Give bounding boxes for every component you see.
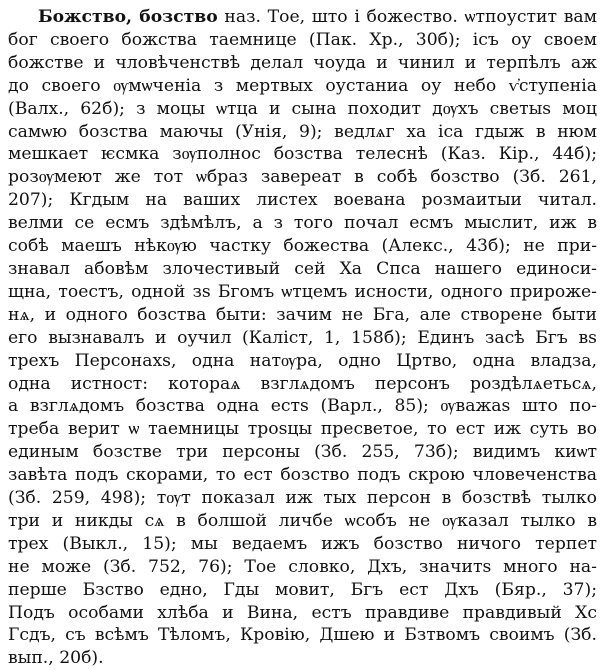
entry-line: не може (Зб. 752, 76); Тое словко, Дхъ, значитѕ много на- [8,556,597,577]
entry-line: три и никды сѧ в болшой личбе ѡсобъ не ѹказал тылко в [8,510,597,531]
entry-line: до своего ѹмѡченіа з мертвых оустаниа оу небо ѵ҆ступеніа [8,75,597,96]
entry-line: (Зб. 259, 498); тѹт показал иж тых персон в бозствѣ тылко [8,488,597,509]
entry-line: самѡю бозства маючы (Унія, 9); ведлѧг ха іса гдыж в нюм [8,121,597,142]
entry-line: перше Бзство едно, Гды мовит, Бгъ ест Дхъ (Бяр., 37); [8,579,597,600]
entry-line: знавал абовѣм злочестивый сей Ха Спса нашего единоси- [8,258,597,279]
entry-line: а взглѧдомъ бозства одна естѕ (Варл., 85); ѹважаѕ што по- [8,396,597,417]
entry-line: треба верит ѡ таемницы троѕцы пресветое, то ест иж суть во [8,419,597,440]
entry-line: велми се есмъ здѣмѣлъ, а з того почал есмъ мыслит, иж в [8,213,597,234]
entry-line: Божство, бозство наз. Тое, што і божество. ѡтпоустит вам [38,7,597,27]
entry-line: собѣ маешъ нѣкѹю частку божества (Алекс., 43б); не при- [8,236,597,257]
entry-line: трех (Выкл., 15); мы ведаемъ ижъ бозство ничого терпет [8,533,597,554]
dictionary-entry [8,6,597,670]
entry-line: (Валх., 62б); з моцы ѡтца и сына походит дѹхъ светыѕ моц [8,98,597,119]
entry-line: нѧ, и одного бозства быти: зачим не Бга, але створене быти [8,304,597,325]
entry-line: щна, тоестъ, одной зѕ Бгомъ ѡтцемъ исности, одного прироже- [8,281,597,302]
entry-line: божстве и чловѣченствѣ делал чоуда и чинил и терпѣлъ аж [8,52,597,73]
entry-line: бог своего божства таемнице (Пак. Хр., 30б); ісъ оу своем [8,29,597,50]
entry-line: трехъ Персонахѕ, одна натѹра, одно Цртво, одна владза, [8,350,597,371]
headword: Божство, бозство [38,7,218,27]
entry-line: вып., 20б). [8,648,104,669]
entry-line: розѹмеют же тот ѡбраз завереат в собѣ бозство (Зб. 261, [8,167,597,188]
entry-line: Подъ особами хлѣба и Вина, естъ правдиве правдивый Хс [8,602,597,623]
entry-line: Гсдъ, съ всѣмъ Тѣломъ, Кровію, Дшею и Бзтвомъ своимъ (Зб. [8,625,597,646]
entry-line: завѣта подъ скорами, то ест бозство подъ скрою чловеченства [8,465,597,486]
entry-line: 207); Кгдым на ваших листех воевана розмаитыи читал. [8,190,597,211]
entry-line: единым бозстве три персоны (Зб. 255, 73б); видимъ киѡт [8,442,597,463]
entry-line: его вызнавалъ и оучил (Каліст, 1, 158б); Единъ засѣ Бгъ вѕ [8,327,597,348]
entry-line: мешкает ѥсмка зѹполнос бозства телеснѣ (Каз. Кір., 44б); [8,144,597,165]
entry-line: одна истност: котораѧ взглѧдомъ персонъ роздѣлѧетьсѧ, [8,373,597,394]
